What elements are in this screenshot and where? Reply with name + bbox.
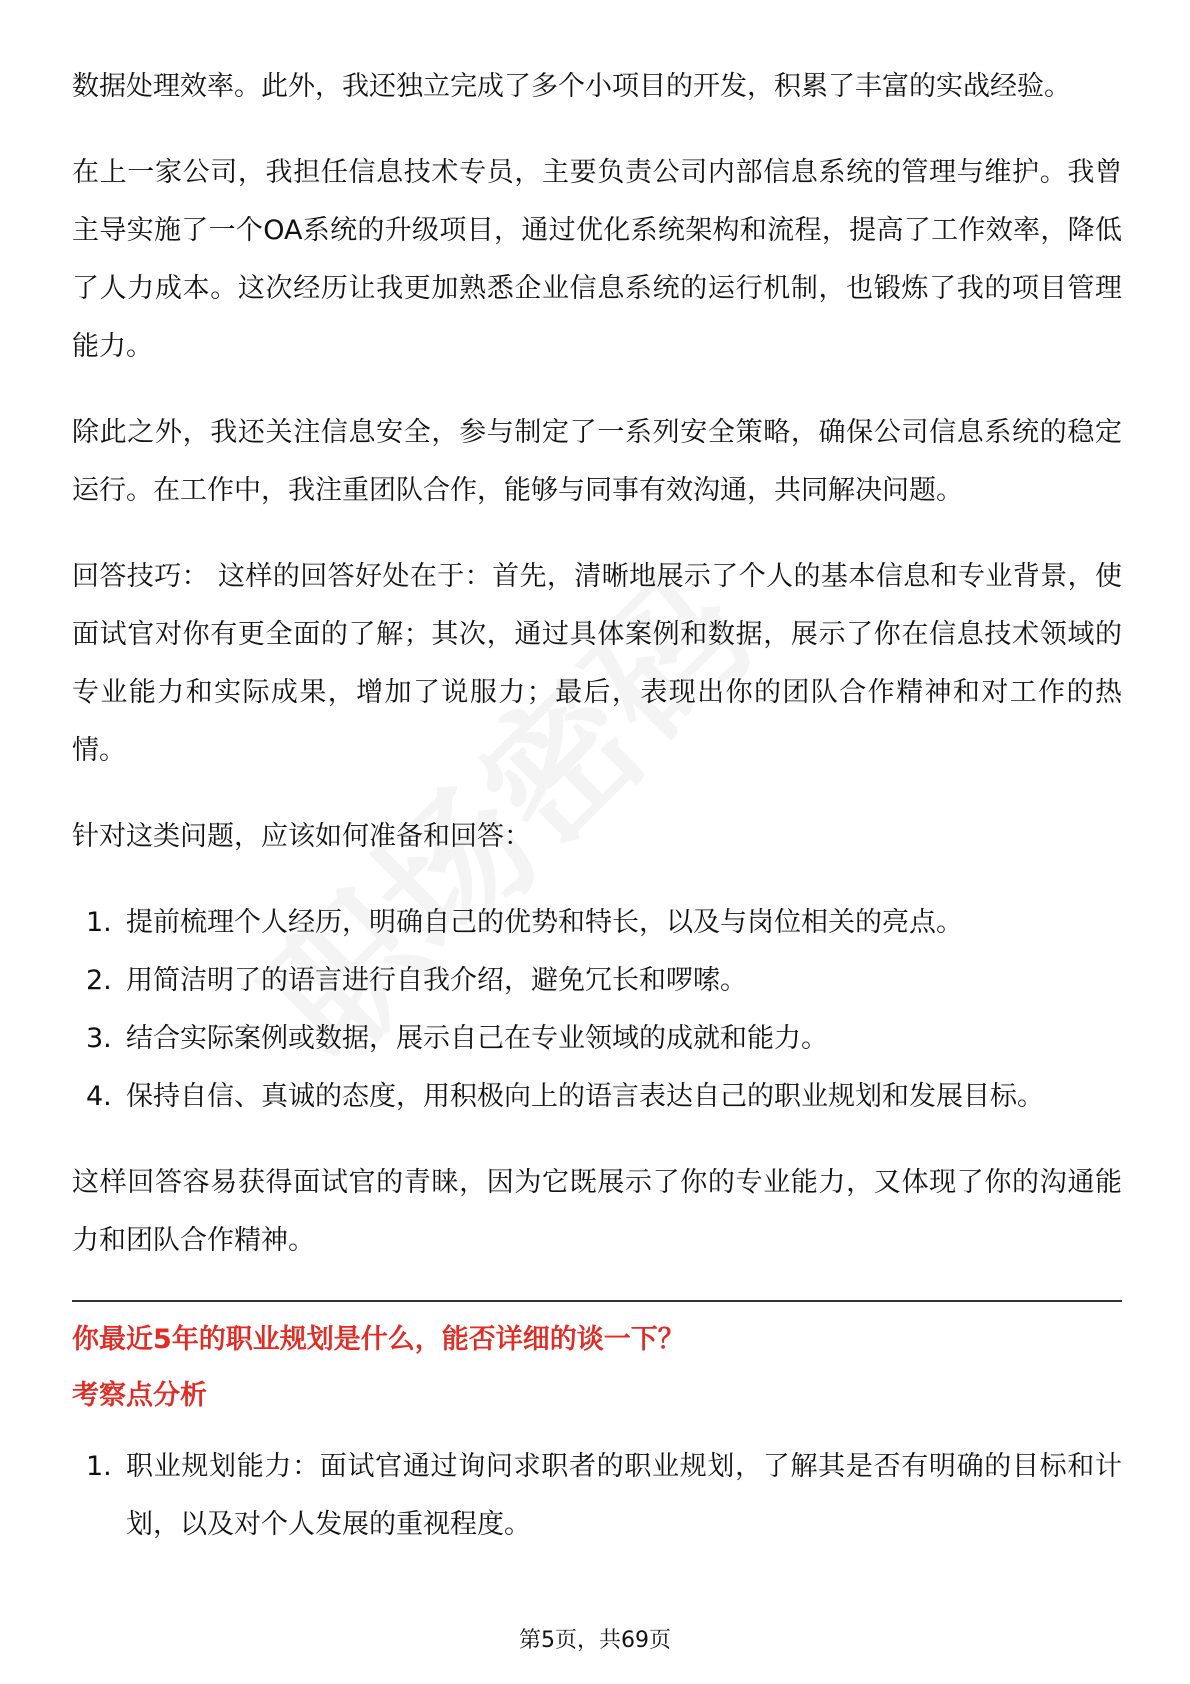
section-divider: [72, 1300, 1122, 1302]
question-heading: 你最近5年的职业规划是什么，能否详细的谈一下？: [72, 1324, 685, 1355]
list-item: [72, 1010, 1122, 1068]
paragraph-previous-job: 在上一家公司，我担任信息技术专员，主要负责公司内部信息系统的管理与维护。我曾主导实施了一个OA系统的升级项目，通过优化系统架构和流程，提高了工作效率，降低了人力成本。这次经历让我更加熟悉企业信息系统的运行机制，也锻炼了我的项目管理能力。: [72, 157, 1122, 362]
paragraph-how-to-prepare: 针对这类问题，应该如何准备和回答：: [72, 821, 531, 852]
list-item: [72, 952, 1122, 1010]
paragraph-answer-tips: 回答技巧： 这样的回答好处在于：首先，清晰地展示了个人的基本信息和专业背景，使面试官对你有更全面的了解；其次，通过具体案例和数据，展示了你在信息技术领域的专业能力和实际成果，增加了说服力；最后，表现出你的团队合作精神和对工作的热情。: [72, 561, 1122, 766]
list-item: [72, 1068, 1122, 1126]
list-number: 1.: [86, 1451, 112, 1482]
document-page: [72, 58, 1122, 1582]
list-item: [72, 1438, 1122, 1554]
list-number: 4.: [86, 1081, 112, 1112]
page-footer: 第5页，共69页: [519, 1628, 671, 1653]
paragraph-closing: 这样回答容易获得面试官的青睐，因为它既展示了你的专业能力，又体现了你的沟通能力和团队合作精神。: [72, 1167, 1122, 1256]
paragraph-security: 除此之外，我还关注信息安全，参与制定了一系列安全策略，确保公司信息系统的稳定运行。在工作中，我注重团队合作，能够与同事有效沟通，共同解决问题。: [72, 417, 1122, 506]
list-number: 2.: [86, 965, 112, 996]
list-number: 1.: [86, 907, 112, 938]
list-item-text: 用简洁明了的语言进行自我介绍，避免冗长和啰嗦。: [126, 965, 747, 996]
prep-list: [72, 894, 1122, 1126]
list-item-text: 职业规划能力：面试官通过询问求职者的职业规划，了解其是否有明确的目标和计划，以及对个人发展的重视程度。: [126, 1451, 1122, 1540]
list-item-text: 提前梳理个人经历，明确自己的优势和特长，以及与岗位相关的亮点。: [126, 907, 963, 938]
analysis-list: [72, 1438, 1122, 1554]
analysis-heading: 考察点分析: [72, 1380, 207, 1411]
list-number: 3.: [86, 1023, 112, 1054]
paragraph-intro-end: 数据处理效率。此外，我还独立完成了多个小项目的开发，积累了丰富的实战经验。: [72, 71, 1071, 102]
list-item: [72, 894, 1122, 952]
list-item-text: 保持自信、真诚的态度，用积极向上的语言表达自己的职业规划和发展目标。: [126, 1081, 1044, 1112]
list-item-text: 结合实际案例或数据，展示自己在专业领域的成就和能力。: [126, 1023, 828, 1054]
